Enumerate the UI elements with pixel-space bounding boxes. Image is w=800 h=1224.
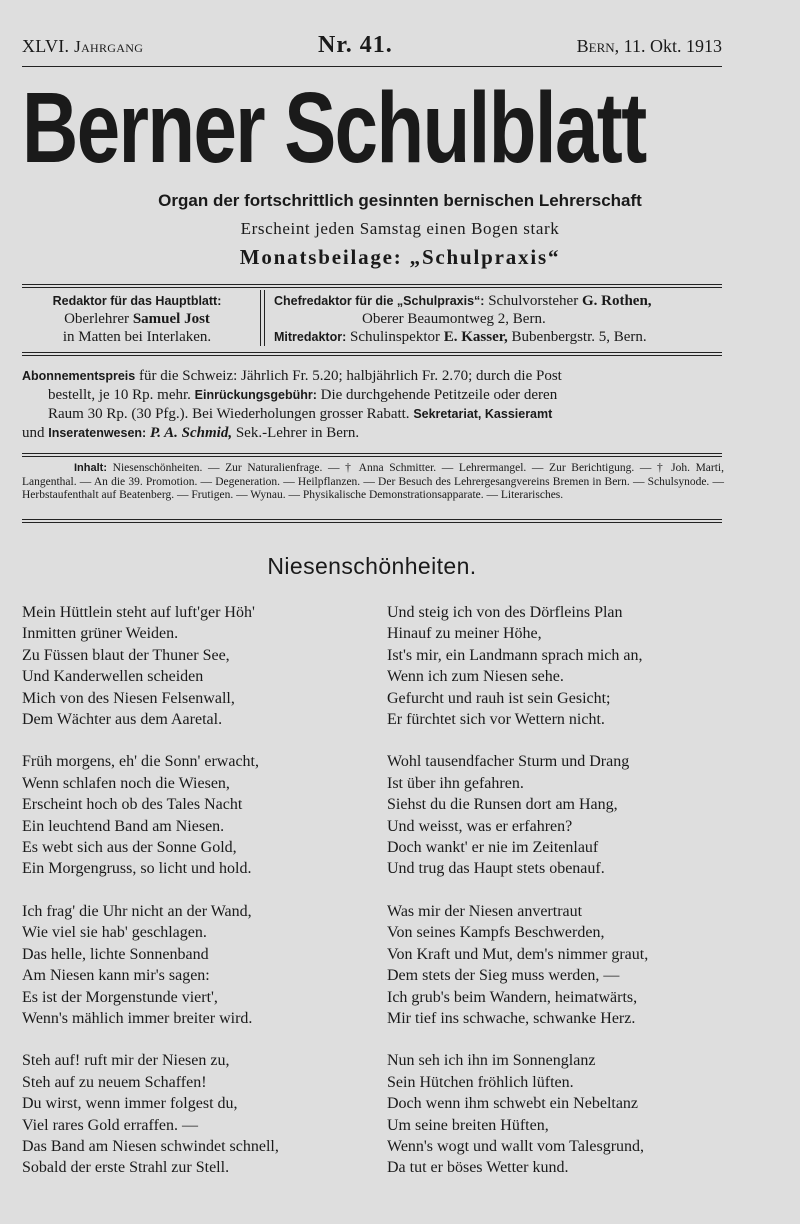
rule-editors-top: [22, 284, 722, 285]
editors-divider-2: [264, 290, 265, 346]
editors-box: [22, 288, 722, 350]
issue-date: Bern, 11. Okt. 1913: [576, 36, 722, 56]
stanza: Nun seh ich ihn im Sonnenglanz Sein Hütchen fröhlich lüften. Doch wenn ihm schwebt ein Nebeltanz Um seine breiten Hüften, Wenn's wogt und wallt vom Talesgrund, Da tut er böses Wetter kund.: [387, 1052, 645, 1177]
stanza: Früh morgens, eh' die Sonn' erwacht, Wenn schlafen noch die Wiesen, Erscheint hoch ob des Tales Nacht Ein leuchtend Band am Niesen. Es webt sich aus der Sonne Gold, Ein Morgengruss, so licht und hold.: [22, 753, 259, 878]
stanza: Mein Hüttlein steht auf luft'ger Höh' Inmitten grüner Weiden. Zu Füssen blaut der Thuner See, Und Kanderwellen scheiden Mich von des Niesen Felsenwall, Dem Wächter aus dem Aaretal.: [22, 604, 255, 729]
issue-header: [22, 34, 722, 64]
supplement-line: Monatsbeilage: „Schulpraxis“: [239, 245, 561, 269]
organ-subtitle: Organ der fortschrittlich gesinnten bernischen Lehrerschaft: [158, 191, 642, 210]
rule-contents-top-2: [22, 456, 722, 457]
rule-contents-bottom: [22, 519, 722, 520]
volume-label: XLVI. Jahrgang: [22, 36, 144, 56]
stanza: Wohl tausendfacher Sturm und Drang Ist über ihn gefahren. Siehst du die Runsen dort am Hang, Und weisst, was er erfahren? Doch wankt' er nie im Zeitenlauf Und trug das Haupt stets obenauf.: [387, 753, 630, 878]
issue-number: Nr. 41.: [318, 32, 393, 58]
stanza: Und steig ich von des Dörfleins Plan Hinauf zu meiner Höhe, Ist's mir, ein Landmann sprach mich an, Wenn ich zum Niesen sehe. Gefurcht und rauh ist sein Gesicht; Er fürchtet sich vor Wettern nicht.: [387, 604, 643, 729]
rule-editors-bottom-2: [22, 355, 722, 356]
table-of-contents: Inhalt: Niesenschönheiten. — Zur Naturalienfrage. — † Anna Schmitter. — Lehrermangel. — Zur Berichtigung. — † Joh. Marti, Langenthal. — An die 39. Promotion. — Degeneration. — Heilpflanzen. — Der Besuch des Lehrergesangvereins Bremen in Bern. — Schulsynode. — Herbstaufenthalt auf Beatenberg. — Frutigen. — Wynau. — Physikalische Demonstrationsapparate. — Literarisches.: [22, 462, 725, 501]
editor-main: Redaktor für das Hauptblatt: Oberlehrer Samuel Jost in Matten bei Interlaken.: [52, 294, 222, 345]
stanza: Steh auf! ruft mir der Niesen zu, Steh auf zu neuem Schaffen! Du wirst, wenn immer folgest du, Viel rares Gold erraffen. — Das Band am Niesen schwindet schnell, Sobald der erste Strahl zur Stell.: [22, 1052, 279, 1177]
rule-contents-top: [22, 453, 722, 454]
frequency-line: Erscheint jeden Samstag einen Bogen stark: [240, 219, 560, 238]
article-title: Niesenschönheiten.: [267, 553, 477, 579]
poem-left-column: [22, 602, 367, 1200]
editors-divider: [260, 290, 261, 346]
header-rule: [22, 66, 722, 67]
masthead-title: Berner Schulblatt: [22, 72, 646, 184]
subscription-info: Abonnementspreis für die Schweiz: Jährlich Fr. 5.20; halbjährlich Fr. 2.70; durch die Post bestellt, je 10 Rp. mehr. Einrückungsgebühr: Die durchgehende Petitzeile oder deren Raum 30 Rp. (30 Pfg.). Bei Wiederholungen grosser Rabatt. Sekretariat, Kassieramt und Inseratenwesen: P. A. Schmid, Sek.-Lehrer in Bern.: [22, 368, 562, 441]
stanza: Ich frag' die Uhr nicht an der Wand, Wie viel sie hab' geschlagen. Das helle, lichte Sonnenband Am Niesen kann mir's sagen: Es ist der Morgenstunde viert', Wenn's mählich immer breiter wird.: [22, 902, 253, 1027]
rule-editors-bottom: [22, 352, 722, 353]
rule-contents-bottom-2: [22, 522, 722, 523]
editor-schulpraxis: Chefredaktor für die „Schulpraxis“: Schulvorsteher G. Rothen, Oberer Beaumontweg 2, Bern. Mitredaktor: Schulinspektor E. Kasser, Bubenbergstr. 5, Bern.: [274, 293, 652, 345]
stanza: Was mir der Niesen anvertraut Von seines Kampfs Beschwerden, Von Kraft und Mut, dem's nimmer graut, Dem stets der Sieg muss werden, — Ich grub's beim Wandern, heimatwärts, Mir tief ins schwache, schwanke Herz.: [387, 902, 649, 1027]
poem-right-column: [387, 602, 727, 1200]
